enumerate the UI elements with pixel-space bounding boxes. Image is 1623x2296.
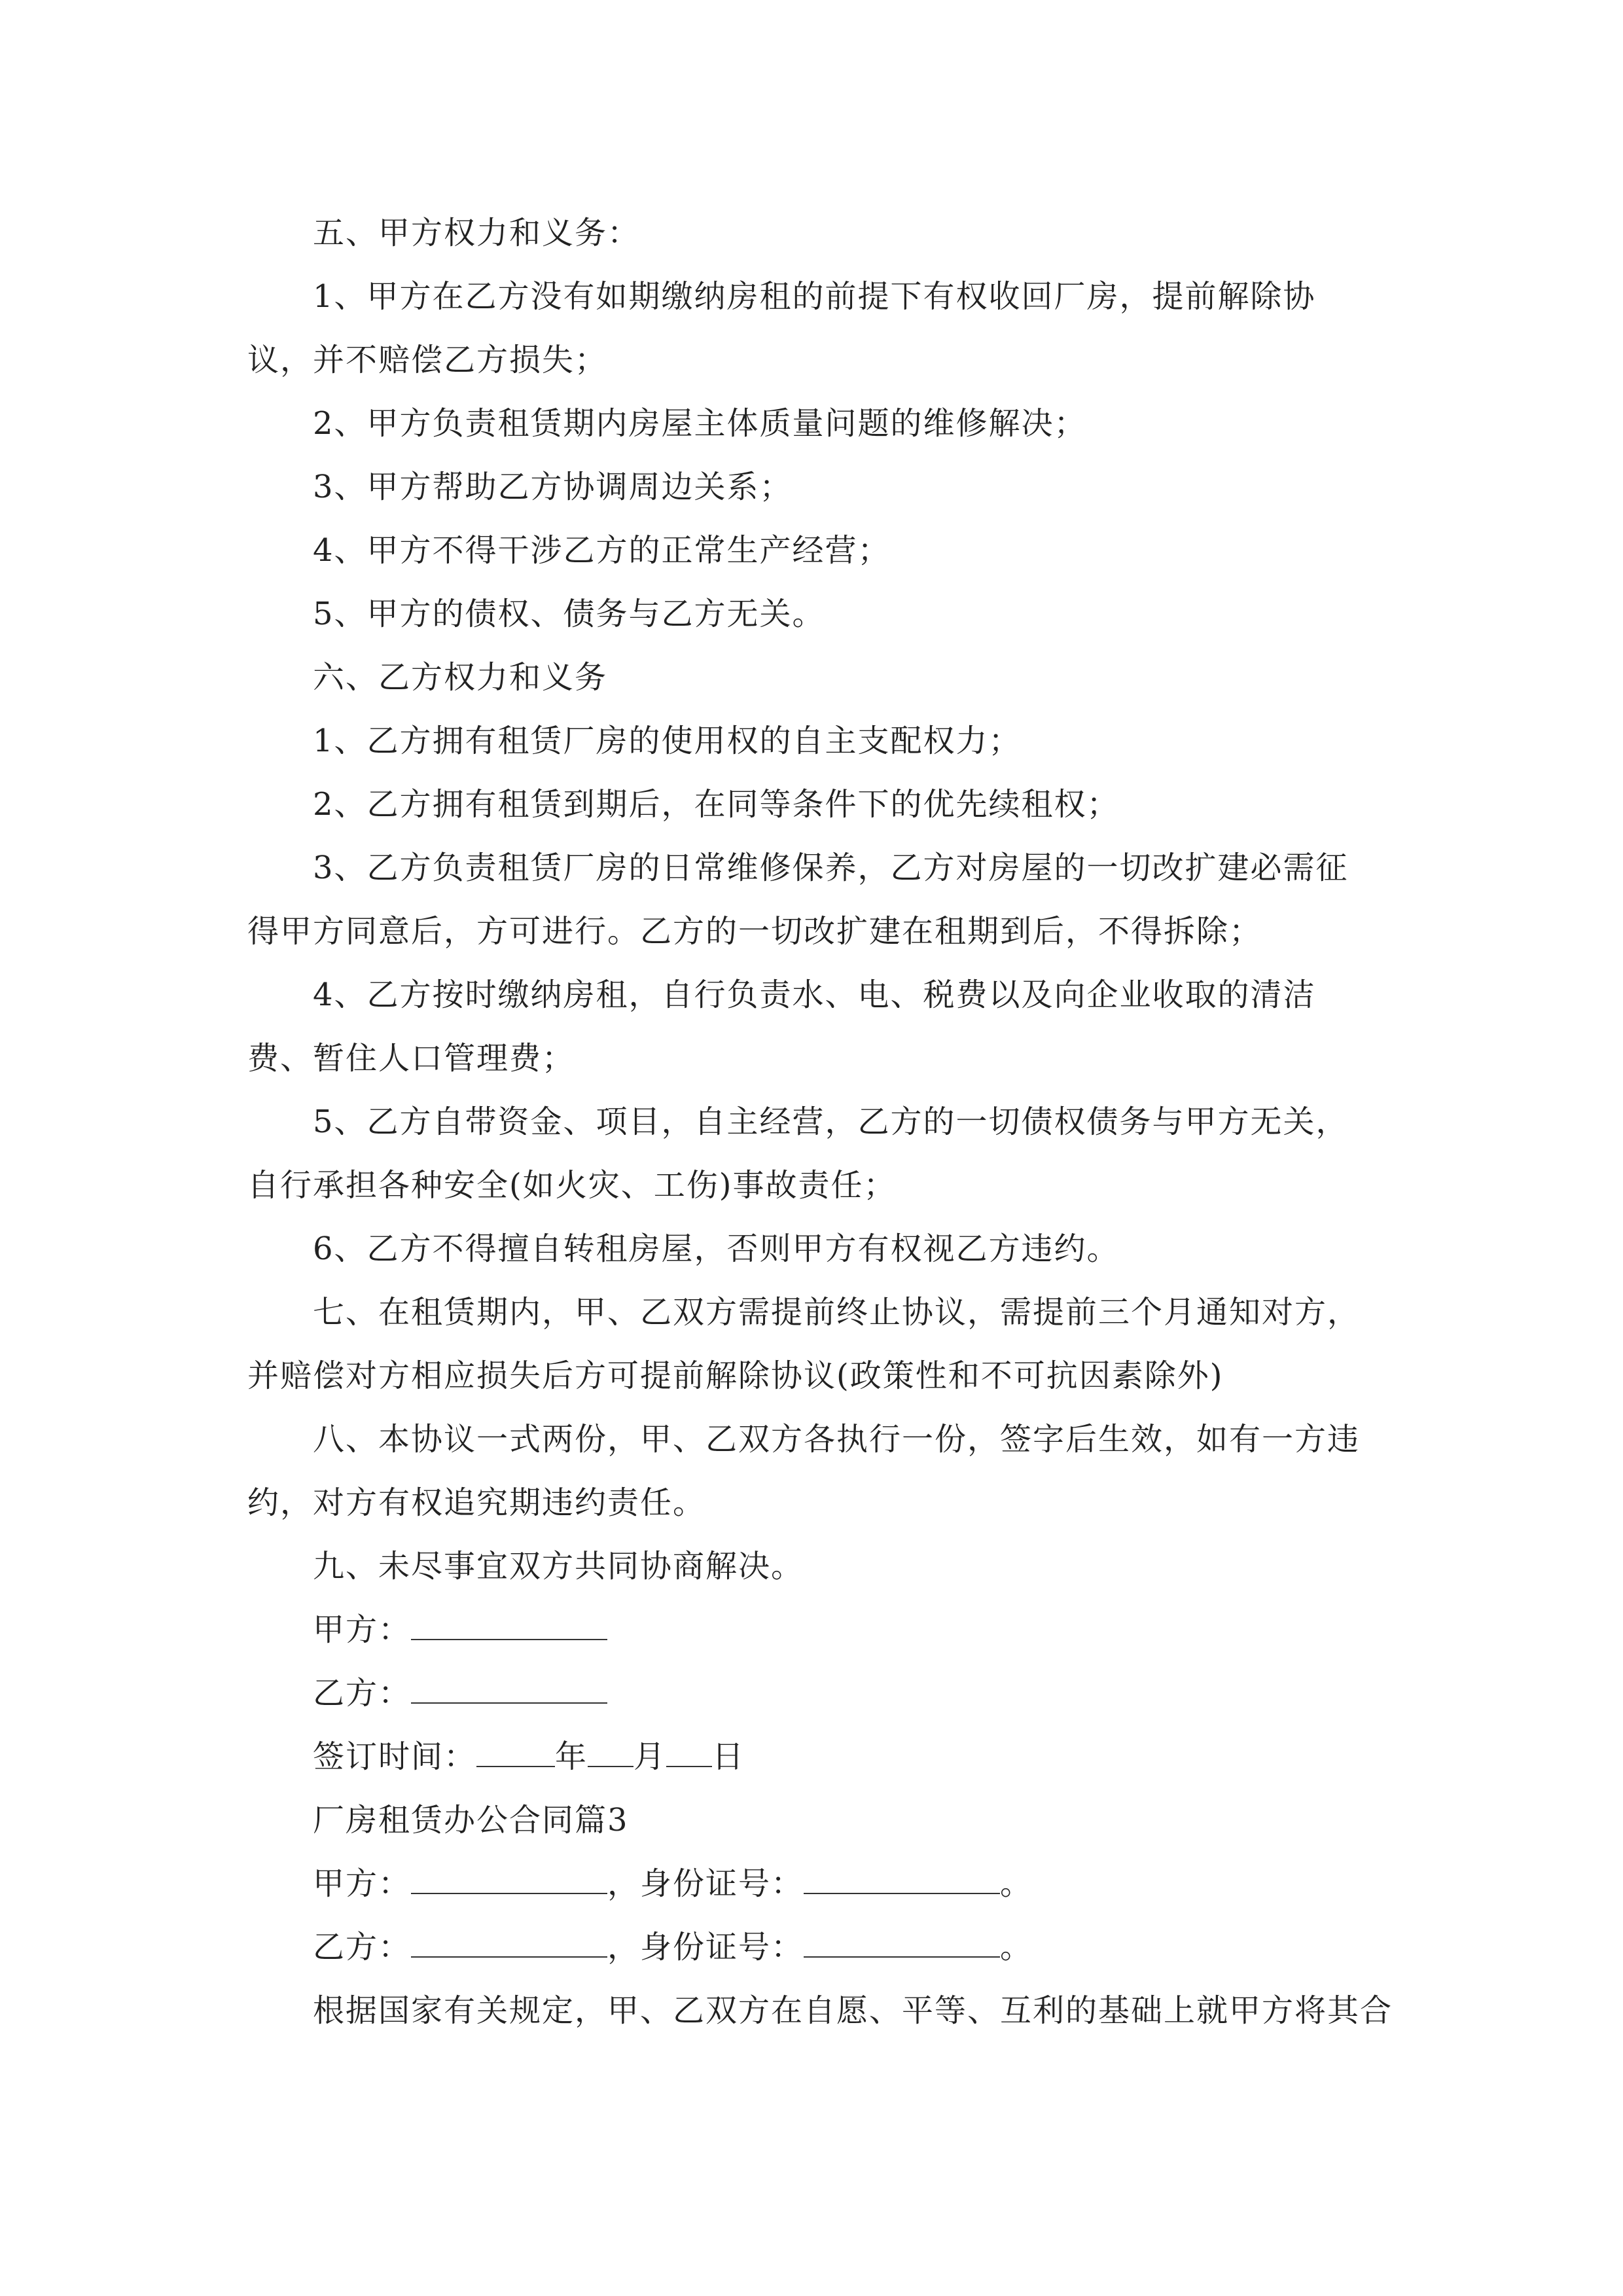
party-a-id-blank [804, 1867, 1000, 1894]
sign-date-line [247, 1725, 1380, 1789]
party-b-label: 乙方： [313, 1675, 412, 1712]
paragraph: 4、乙方按时缴纳房租，自行负责水、电、税费以及向企业收取的清洁费、暂住人口管理费； [247, 977, 1316, 1077]
party-b-label: 乙方： [313, 1929, 412, 1965]
paragraph: 5、甲方的债权、债务与乙方无关。 [313, 596, 825, 632]
party-a-name-blank [411, 1867, 607, 1894]
id-label: ，身份证号： [607, 1929, 804, 1965]
year-char: 年 [555, 1738, 588, 1775]
day-blank [666, 1740, 712, 1767]
month-char: 月 [633, 1738, 667, 1775]
paragraph: 2、甲方负责租赁期内房屋主体质量问题的维修解决； [313, 405, 1087, 442]
party-a-signature-line [247, 1598, 1380, 1662]
party-a-blank [411, 1613, 607, 1640]
paragraph: 2、乙方拥有租赁到期后，在同等条件下的优先续租权； [313, 786, 1120, 823]
day-char: 日 [712, 1738, 745, 1775]
period: 。 [1000, 1865, 1033, 1902]
party-b-name-blank [411, 1930, 607, 1958]
party-b-id-blank [804, 1930, 1000, 1958]
year-blank [476, 1740, 555, 1767]
paragraph: 1、乙方拥有租赁厂房的使用权的自主支配权力； [313, 723, 1022, 759]
month-blank [588, 1740, 633, 1767]
paragraph: 3、乙方负责租赁厂房的日常维修保养，乙方对房屋的一切改扩建必需征得甲方同意后，方可进行。乙方的一切改扩建在租期到后，不得拆除； [247, 850, 1349, 950]
paragraph: 3、甲方帮助乙方协调周边关系； [313, 469, 793, 505]
paragraph: 七、在租赁期内，甲、乙双方需提前终止协议，需提前三个月通知对方，并赔偿对方相应损失后方可提前解除协议(政策性和不可抗因素除外) [247, 1294, 1361, 1394]
paragraph: 五、甲方权力和义务： [313, 215, 641, 251]
id-label: ，身份证号： [607, 1865, 804, 1902]
party-a-label: 甲方： [313, 1611, 412, 1648]
closing-paragraph: 根据国家有关规定，甲、乙双方在自愿、平等、互利的基础上就甲方将其合 [313, 1992, 1393, 2029]
party-b-signature-line [247, 1662, 1380, 1725]
paragraph: 1、甲方在乙方没有如期缴纳房租的前提下有权收回厂房，提前解除协议，并不赔偿乙方损失； [247, 278, 1316, 378]
party-b-blank [411, 1676, 607, 1704]
party-a-label: 甲方： [313, 1865, 412, 1902]
paragraph: 5、乙方自带资金、项目，自主经营，乙方的一切债权债务与甲方无关，自行承担各种安全(如火灾、工伤)事故责任； [247, 1103, 1349, 1204]
document-body [247, 202, 1393, 2043]
section-title: 厂房租赁办公合同篇3 [313, 1802, 629, 1839]
paragraph: 6、乙方不得擅自转租房屋，否则甲方有权视乙方违约。 [313, 1230, 1120, 1267]
period: 。 [1000, 1929, 1033, 1965]
paragraph: 六、乙方权力和义务 [313, 659, 608, 696]
party-b-id-line [247, 1916, 1380, 1979]
party-a-id-line [247, 1852, 1380, 1916]
sign-date-label: 签订时间： [313, 1738, 477, 1775]
paragraph: 八、本协议一式两份，甲、乙双方各执行一份，签字后生效，如有一方违约，对方有权追究期违约责任。 [247, 1421, 1361, 1521]
paragraph: 九、未尽事宜双方共同协商解决。 [313, 1548, 804, 1585]
paragraph: 4、甲方不得干涉乙方的正常生产经营； [313, 532, 891, 569]
